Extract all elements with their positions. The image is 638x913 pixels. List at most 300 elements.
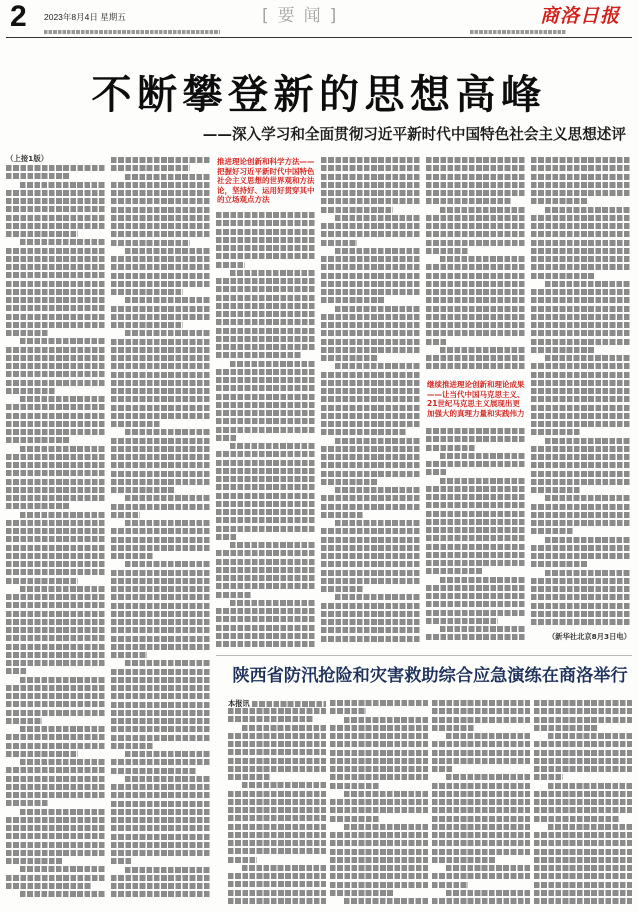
body-text-line <box>531 479 631 485</box>
body-text-line <box>6 553 106 559</box>
body-text-line <box>531 429 581 435</box>
body-text-line <box>111 240 190 246</box>
body-text-line <box>111 710 211 716</box>
editor-credit-line <box>44 30 220 34</box>
body-text-line <box>534 832 632 838</box>
section-heading-callout-2: 继续推进理论创新和理论成果——让当代中国马克思主义、21世纪马克思主义展现出更加强大的真理力量和实践伟力 <box>427 380 525 418</box>
body-text-line <box>242 865 326 871</box>
body-text-line <box>216 253 316 259</box>
body-text-line <box>111 215 211 221</box>
body-text-line <box>6 264 106 270</box>
body-text-line <box>228 766 326 772</box>
masthead-rule <box>6 37 632 38</box>
body-text-line <box>6 842 106 848</box>
body-text-line <box>242 782 326 788</box>
body-text-line <box>6 413 106 419</box>
body-text-line <box>335 594 421 600</box>
body-text-line <box>531 297 631 303</box>
body-text-line <box>216 468 316 474</box>
body-text-line <box>321 462 421 468</box>
body-text-line <box>531 198 588 204</box>
body-text-line <box>6 611 106 617</box>
body-text-line <box>440 347 526 353</box>
body-text-line <box>216 394 316 400</box>
body-text-line <box>531 487 581 493</box>
article-column-5-bottom <box>426 428 526 650</box>
body-text-line <box>531 339 631 345</box>
bottom-article-column-3 <box>432 700 530 907</box>
body-text-line <box>125 248 211 254</box>
body-text-line <box>531 619 631 625</box>
body-text-line <box>426 519 526 525</box>
body-text-line <box>321 545 421 551</box>
body-text-line <box>216 583 316 589</box>
body-text-line <box>531 512 631 518</box>
body-text-line <box>344 717 428 723</box>
body-text-line <box>426 445 476 451</box>
body-text-line <box>548 824 632 830</box>
body-text-line <box>125 751 211 757</box>
body-text-line <box>432 832 530 838</box>
body-text-line <box>321 553 421 559</box>
body-text-line <box>321 578 421 584</box>
body-text-line <box>111 231 211 237</box>
body-text-line <box>531 306 631 312</box>
body-text-line <box>531 380 631 386</box>
body-text-line <box>534 708 632 714</box>
body-text-line <box>534 882 632 888</box>
article-separator <box>216 655 632 656</box>
body-text-line <box>111 809 211 815</box>
body-text-line <box>216 229 316 235</box>
body-text-line <box>534 799 632 805</box>
body-text-line <box>111 825 211 831</box>
body-text-line <box>432 799 530 805</box>
body-text-line <box>111 726 211 732</box>
body-text-line <box>446 733 530 739</box>
body-text-line <box>426 306 526 312</box>
body-text-line <box>426 568 483 574</box>
issue-date: 2023年8月4日 星期五 <box>44 12 126 22</box>
body-text-line <box>531 396 631 402</box>
body-text-line <box>6 520 106 526</box>
body-text-line <box>216 220 316 226</box>
body-text-line <box>125 867 211 873</box>
body-text-line <box>321 198 421 204</box>
body-text-line <box>6 198 106 204</box>
body-text-line <box>242 725 326 731</box>
body-text-line <box>6 215 106 221</box>
body-text-line <box>330 766 428 772</box>
body-text-line <box>432 700 530 706</box>
body-text-line <box>6 479 106 485</box>
body-text-line <box>426 182 526 188</box>
body-text-line <box>330 758 428 764</box>
body-text-line <box>531 182 631 188</box>
body-text-line <box>534 750 632 756</box>
body-text-line <box>321 289 421 295</box>
body-text-line <box>545 495 631 501</box>
body-text-line <box>534 898 632 904</box>
body-text-line <box>330 783 380 789</box>
body-text-line <box>6 602 106 608</box>
body-text-line <box>6 767 106 773</box>
body-text-line <box>111 718 211 724</box>
body-text-line <box>531 561 588 567</box>
body-text-line <box>335 438 421 444</box>
body-text-line <box>216 493 316 499</box>
body-text-line <box>216 641 316 647</box>
body-text-line <box>531 248 631 254</box>
body-text-line <box>6 223 106 229</box>
body-text-line <box>426 502 526 508</box>
body-text-line <box>111 446 211 452</box>
body-text-line <box>6 272 106 278</box>
body-text-line <box>20 809 106 815</box>
body-text-line <box>531 462 631 468</box>
body-text-line <box>111 743 154 749</box>
body-text-line <box>426 330 526 336</box>
bottom-article-column-4 <box>534 700 632 907</box>
body-text-line <box>125 495 211 501</box>
body-text-line <box>111 512 140 518</box>
body-text-line <box>216 319 316 325</box>
body-text-line <box>111 314 211 320</box>
body-text-line <box>6 800 49 806</box>
body-text-line <box>6 281 106 287</box>
body-text-line <box>216 278 316 284</box>
body-text-line <box>111 438 211 444</box>
body-text-line <box>216 286 316 292</box>
body-text-line <box>111 165 190 171</box>
body-text-line <box>321 231 421 237</box>
body-text-line <box>321 355 378 361</box>
body-text-line <box>531 264 631 270</box>
body-text-line <box>330 807 428 813</box>
body-text-line <box>111 363 211 369</box>
body-text-line <box>545 355 631 361</box>
dateline-lead: 本报讯 <box>228 699 250 708</box>
body-text-line <box>111 644 211 650</box>
body-text-line <box>440 626 526 632</box>
contact-line <box>470 30 566 34</box>
body-text-line <box>426 264 526 270</box>
body-text-line <box>426 339 447 345</box>
body-text-line <box>321 504 421 510</box>
body-text-line <box>426 610 526 616</box>
body-text-line <box>20 759 106 765</box>
body-text-line <box>531 322 631 328</box>
body-text-line <box>6 850 106 856</box>
body-text-line <box>228 848 326 854</box>
body-text-line <box>531 223 631 229</box>
body-text-line <box>216 352 302 358</box>
body-text-line <box>111 339 211 345</box>
body-text-line <box>531 314 631 320</box>
body-text-line <box>216 328 316 334</box>
body-text-line <box>321 479 378 485</box>
body-text-line <box>426 297 526 303</box>
body-text-line <box>321 165 421 171</box>
body-text-line <box>321 223 421 229</box>
body-text-line <box>6 644 106 650</box>
body-text-line <box>111 611 211 617</box>
body-text-line <box>531 504 631 510</box>
body-text-line <box>531 363 631 369</box>
body-text-line <box>6 173 70 179</box>
body-text-line <box>432 783 530 789</box>
body-text-line <box>111 405 211 411</box>
body-text-line <box>111 157 211 163</box>
body-text-line <box>111 207 211 213</box>
body-text-line <box>6 693 106 699</box>
body-text-line <box>111 553 154 559</box>
main-headline: 不断攀登新的思想高峰 <box>91 72 547 118</box>
article-column-2 <box>111 157 211 906</box>
body-text-line <box>534 717 632 723</box>
body-text-line <box>330 733 428 739</box>
body-text-line <box>426 190 526 196</box>
article-column-1 <box>6 165 106 906</box>
body-text-line <box>432 898 530 904</box>
body-text-line <box>216 625 316 631</box>
body-text-line <box>111 768 197 774</box>
body-text-line <box>321 240 357 246</box>
article-column-5-top <box>426 157 526 375</box>
body-text-line <box>321 528 421 534</box>
body-text-line <box>111 685 211 691</box>
body-text-line <box>111 528 211 534</box>
body-text-line <box>534 774 563 780</box>
body-text-line <box>216 616 316 622</box>
section-heading-callout-1: 推进理论创新和科学方法——把握好习近平新时代中国特色社会主义思想的世界观和方法论，坚持好、运用好贯穿其中的立场观点方法 <box>217 157 315 205</box>
body-text-line <box>111 677 211 683</box>
body-text-line <box>545 570 631 576</box>
body-text-line <box>111 198 211 204</box>
body-text-line <box>20 239 106 245</box>
body-text-line <box>6 536 106 542</box>
body-text-line <box>111 652 147 658</box>
body-text-line <box>426 231 526 237</box>
body-text-line <box>330 873 428 879</box>
body-text-line <box>125 174 211 180</box>
body-text-line <box>321 454 421 460</box>
body-text-line <box>321 347 421 353</box>
body-text-line <box>6 503 70 509</box>
body-text-line <box>432 857 496 863</box>
body-text-line <box>230 361 316 367</box>
body-text-line <box>6 305 106 311</box>
body-text-line <box>228 807 326 813</box>
body-text-line <box>6 322 106 328</box>
body-text-line <box>6 206 106 212</box>
body-text-line <box>321 586 364 592</box>
body-text-line <box>111 627 211 633</box>
body-text-line <box>321 446 421 452</box>
body-text-line <box>531 454 631 460</box>
body-text-line <box>534 865 632 871</box>
body-text-line <box>228 708 326 714</box>
body-text-line <box>111 693 211 699</box>
body-text-line <box>111 223 211 229</box>
body-text-line <box>426 198 512 204</box>
body-text-line <box>432 717 530 723</box>
body-text-line <box>531 446 631 452</box>
body-text-line <box>6 248 106 254</box>
body-text-line <box>548 783 632 789</box>
body-text-line <box>426 560 526 566</box>
body-text-line <box>6 627 106 633</box>
body-text-line <box>111 479 211 485</box>
body-text-line <box>216 410 316 416</box>
body-text-line <box>6 652 106 658</box>
body-text-line <box>426 585 526 591</box>
body-text-line <box>330 725 428 731</box>
body-text-line <box>531 240 631 246</box>
body-text-line <box>6 718 42 724</box>
body-text-line <box>228 898 326 904</box>
body-text-line <box>228 716 314 722</box>
body-text-line <box>228 791 326 797</box>
body-text-line <box>125 660 211 666</box>
body-text-line <box>6 314 106 320</box>
body-text-line <box>6 594 106 600</box>
body-text-line <box>534 849 632 855</box>
body-text-line <box>531 528 574 534</box>
body-text-line <box>228 824 326 830</box>
body-text-line <box>531 545 631 551</box>
body-text-line <box>20 446 106 452</box>
body-text-line <box>432 725 475 731</box>
body-text-line <box>531 165 631 171</box>
body-text-line <box>426 593 526 599</box>
body-text-line <box>228 832 326 838</box>
body-text-line <box>531 578 631 584</box>
body-text-line <box>111 586 211 592</box>
body-text-line <box>321 561 421 567</box>
body-text-line <box>111 322 183 328</box>
body-text-line <box>6 462 106 468</box>
body-text-line <box>228 758 326 764</box>
body-text-line <box>321 380 421 386</box>
body-text-line <box>230 542 316 548</box>
body-text-line <box>426 428 526 434</box>
body-text-line <box>228 733 326 739</box>
body-text-line <box>111 413 211 419</box>
body-text-line <box>6 470 106 476</box>
body-text-line <box>426 223 526 229</box>
body-text-line <box>228 741 326 747</box>
continued-note: （上接1版） <box>6 154 49 163</box>
body-text-line <box>531 471 631 477</box>
body-text-line <box>252 701 326 707</box>
body-text-line <box>6 635 106 641</box>
body-text-line <box>321 495 421 501</box>
body-text-line <box>321 471 421 477</box>
body-text-line <box>330 708 366 714</box>
body-text-line <box>6 355 106 361</box>
body-text-line <box>216 567 316 573</box>
body-text-line <box>6 734 106 740</box>
body-text-line <box>111 462 211 468</box>
body-text-line <box>111 578 211 584</box>
body-text-line <box>111 545 211 551</box>
body-text-line <box>111 759 211 765</box>
article-column-6 <box>531 157 631 629</box>
body-text-line <box>111 471 211 477</box>
body-text-line <box>216 344 316 350</box>
body-text-line <box>111 504 211 510</box>
body-text-line <box>20 891 106 897</box>
body-text-line <box>6 883 92 889</box>
body-text-line <box>20 396 106 402</box>
body-text-line <box>321 273 421 279</box>
body-text-line <box>216 303 316 309</box>
body-text-line <box>216 517 316 523</box>
body-text-line <box>6 297 106 303</box>
body-text-line <box>6 751 78 757</box>
body-text-line <box>321 372 421 378</box>
body-text-line <box>432 849 530 855</box>
body-text-line <box>426 494 526 500</box>
body-text-line <box>531 388 631 394</box>
body-text-line <box>432 807 530 813</box>
body-text-line <box>216 435 237 441</box>
body-text-line <box>426 552 526 558</box>
body-text-line <box>426 281 526 287</box>
body-text-line <box>321 603 421 609</box>
body-text-line <box>111 570 211 576</box>
body-text-line <box>228 774 271 780</box>
body-text-line <box>531 413 631 419</box>
body-text-line <box>548 733 632 739</box>
body-text-line <box>20 677 106 683</box>
body-text-line <box>216 460 316 466</box>
body-text-line <box>321 281 421 287</box>
body-text-line <box>125 297 211 303</box>
body-text-line <box>111 817 211 823</box>
body-text-line <box>111 801 211 807</box>
body-text-line <box>6 371 106 377</box>
body-text-line <box>534 816 620 822</box>
news-source-credit: （新华社北京8月3日电） <box>547 632 631 641</box>
body-text-line <box>111 636 211 642</box>
body-text-line <box>321 421 421 427</box>
body-text-line <box>6 363 106 369</box>
body-text-line <box>111 421 161 427</box>
body-text-line <box>321 396 421 402</box>
body-text-line <box>440 577 526 583</box>
body-text-line <box>321 405 421 411</box>
body-text-line <box>531 190 631 196</box>
body-text-line <box>531 405 631 411</box>
body-text-line <box>111 273 211 279</box>
body-text-line <box>330 816 380 822</box>
body-text-line <box>6 569 106 575</box>
body-text-line <box>330 774 428 780</box>
body-text-line <box>6 792 106 798</box>
body-text-line <box>216 385 316 391</box>
body-text-line <box>6 743 106 749</box>
body-text-line <box>432 882 468 888</box>
body-text-line <box>321 297 385 303</box>
body-text-line <box>321 314 421 320</box>
body-text-line <box>446 865 530 871</box>
body-text-line <box>330 882 428 888</box>
body-text-line <box>216 336 316 342</box>
body-text-line <box>111 190 211 196</box>
body-text-line <box>111 875 211 881</box>
